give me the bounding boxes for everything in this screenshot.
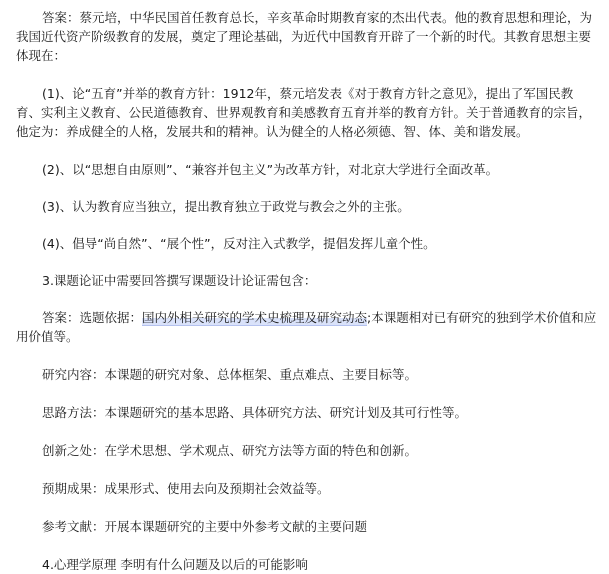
answer-paragraph xyxy=(16,308,597,346)
point-4-paragraph: (4)、倡导“尚自然”、“展个性”，反对注入式教学，提倡发挥儿童个性。 xyxy=(42,236,436,251)
point-3-paragraph: (3)、认为教育应当独立，提出教育独立于政党与教会之外的主张。 xyxy=(42,199,410,214)
answer-rest: ;本课题相对已有研究的独到学术价值和应用价值等。 xyxy=(16,310,597,344)
answer-highlight: 国内外相关研究的学术史梳理及研究动态 xyxy=(142,310,368,325)
methods-paragraph: 思路方法：本课题研究的基本思路、具体研究方法、研究计划及其可行性等。 xyxy=(42,405,468,420)
intro-paragraph: 答案：蔡元培，中华民国首任教育总长，辛亥革命时期教育家的杰出代表。他的教育思想和理论，为我国近代资产阶级教育的发展，奠定了理论基础，为近代中国教育开辟了一个新的时代。其教育思想主要体现在： xyxy=(16,10,593,63)
question-4-heading: 4.心理学原理 李明有什么问题及以后的可能影响 xyxy=(42,557,308,572)
innovation-paragraph: 创新之处：在学术思想、学术观点、研究方法等方面的特色和创新。 xyxy=(42,443,418,458)
answer-label: 答案：选题依据： xyxy=(42,310,143,325)
expected-results-paragraph: 预期成果：成果形式、使用去向及预期社会效益等。 xyxy=(42,481,330,496)
question-3-heading: 3.课题论证中需要回答撰写课题设计论证需包含： xyxy=(42,273,317,288)
research-content-paragraph: 研究内容：本课题的研究对象、总体框架、重点难点、主要目标等。 xyxy=(42,367,418,382)
references-paragraph: 参考文献：开展本课题研究的主要中外参考文献的主要问题 xyxy=(42,519,368,534)
point-1-paragraph: (1)、论“五育”并举的教育方针：1912年，蔡元培发表《对于教育方针之意见》，提出了军国民教育、实利主义教育、公民道德教育、世界观教育和美感教育五育并举的教育方针。关于普通教育的宗旨，他定为：养成健全的人格，发展共和的精神。认为健全的人格必须德、智、体、美和谐发展。 xyxy=(16,86,592,139)
point-2-paragraph: (2)、以“思想自由原则”、“兼容并包主义”为改革方针，对北京大学进行全面改革。 xyxy=(42,162,499,177)
